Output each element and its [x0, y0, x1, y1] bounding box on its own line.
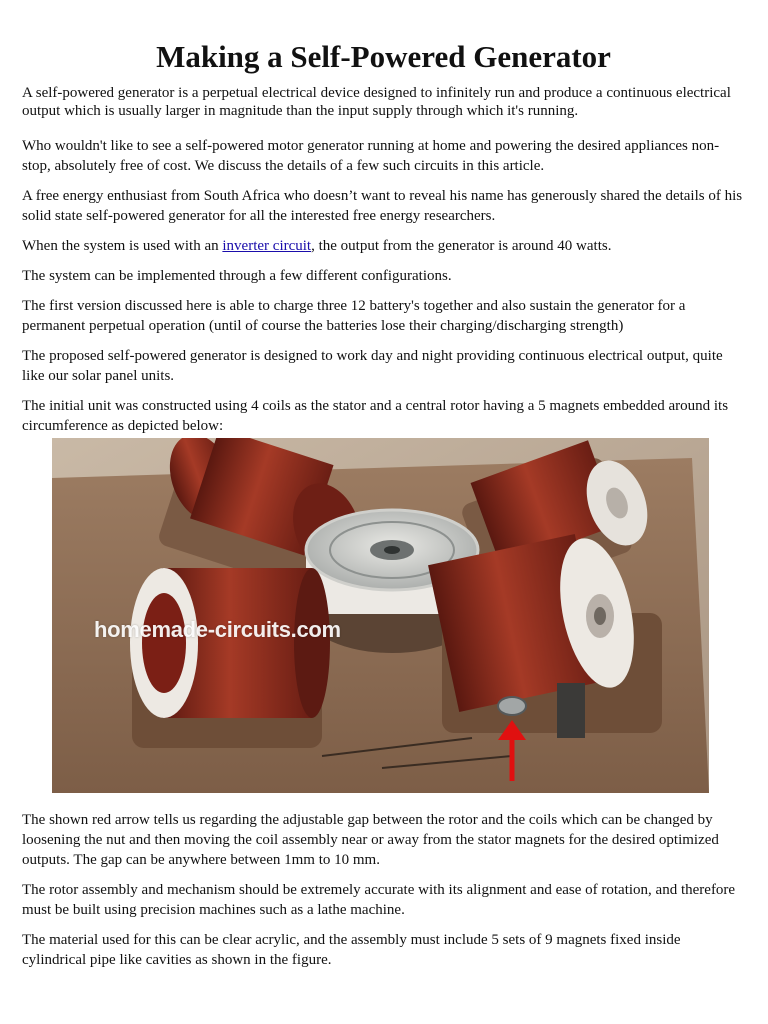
generator-photo	[52, 438, 709, 793]
paragraph-9: The rotor assembly and mechanism should be extremely accurate with its alignment and ease of rotation, and therefore must be built using precision machines such as a lathe machine.	[22, 882, 736, 918]
paragraph-6: The proposed self-powered generator is designed to work day and night providing continuous electrical output, quite like our solar panel units.	[22, 348, 723, 384]
paragraph-3-text-end: , the output from the generator is around 40 watts.	[311, 238, 612, 254]
inverter-circuit-link[interactable]: inverter circuit	[222, 238, 312, 254]
paragraph-1: Who wouldn't like to see a self-powered motor generator running at home and powering the desired appliances non-stop, absolutely free of cost. We discuss the details of a few such circuits in this article.	[22, 138, 720, 174]
paragraph-2: A free energy enthusiast from South Africa who doesn’t want to reveal his name has generously shared the details of his solid state self-powered generator for all the interested free energy researchers.	[22, 188, 743, 224]
page-title: Making a Self-Powered Generator	[156, 39, 611, 74]
coil-front-left	[130, 568, 330, 748]
paragraph-8: The shown red arrow tells us regarding the adjustable gap between the rotor and the coils which can be changed by loosening the nut and then moving the coil assembly near or away from the stator magnets for the desired optimized outputs. The gap can be anywhere between 1mm to 10 mm.	[22, 812, 719, 868]
paragraph-7: The initial unit was constructed using 4 coils as the stator and a central rotor having a 5 magnets embedded around its circumference as depicted below:	[22, 398, 729, 434]
image-watermark: homemade-circuits.com	[94, 617, 341, 642]
intro-paragraph: A self-powered generator is a perpetual electrical device designed to infinitely run and produce a continuous electrical output which is usually larger in magnitude than the input supply through which it's running.	[22, 85, 731, 119]
paragraph-3	[22, 236, 745, 256]
adjustment-nut	[498, 697, 526, 715]
paragraph-3-text-start: When the system is used with an	[22, 238, 223, 254]
paragraph-10: The material used for this can be clear acrylic, and the assembly must include 5 sets of 9 magnets fixed inside cylindrical pipe like cavities as shown in the figure.	[22, 932, 681, 968]
paragraph-4: The system can be implemented through a few different configurations.	[22, 268, 452, 284]
paragraph-5: The first version discussed here is able to charge three 12 battery's together and also sustain the generator for a permanent perpetual operation (until of course the batteries lose their charging/discharging strength)	[22, 298, 686, 334]
generator-illustration	[52, 438, 709, 793]
